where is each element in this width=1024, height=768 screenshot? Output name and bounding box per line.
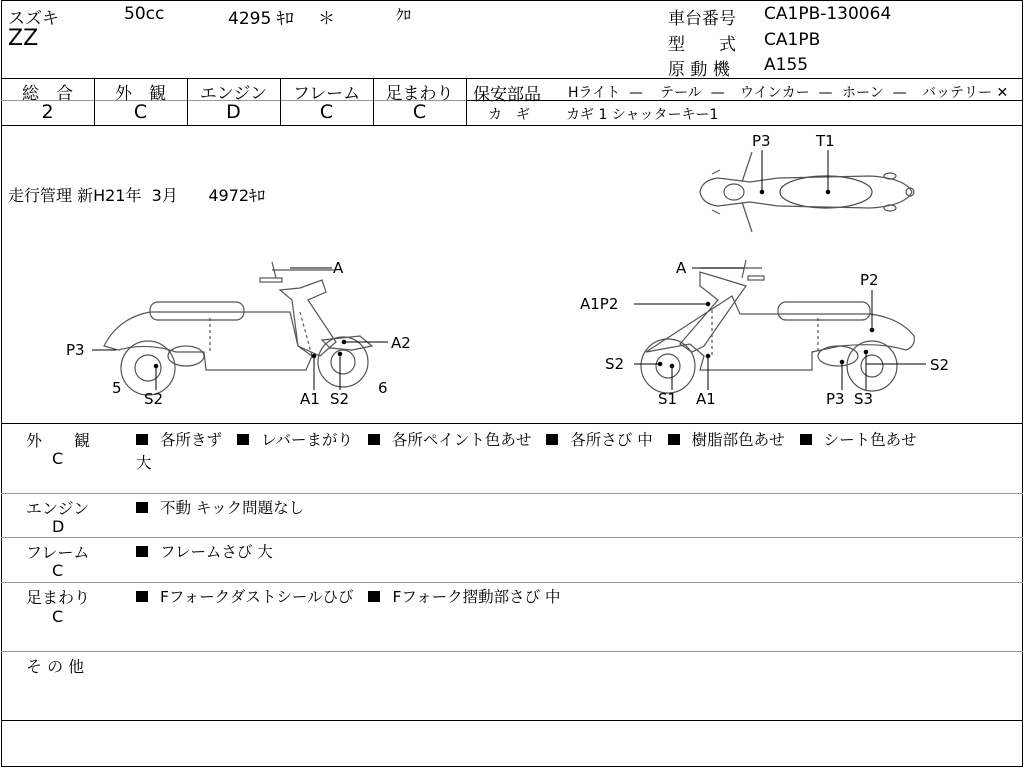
bullet-icon [136, 591, 148, 602]
grade-exterior-value: C [133, 101, 148, 123]
model-name: ZZ [8, 26, 39, 51]
scooter-top-view [700, 152, 914, 232]
safety-horn: ホーン — [842, 85, 907, 101]
label-top-t1: T1 [816, 132, 835, 150]
key-value: カギ 1 シャッターキー1 [566, 107, 719, 123]
grade-total-value: 2 [41, 101, 54, 123]
engine-label: 原 動 機 [668, 60, 730, 80]
bullet-icon [136, 434, 148, 445]
displacement: 50cc [124, 4, 165, 24]
label-right-s2a: S2 [605, 355, 625, 373]
label-left-a1: A1 [300, 390, 320, 408]
label-left-p3: P3 [66, 341, 85, 359]
note-suspension-label: 足まわり [26, 588, 91, 607]
bullet-icon [136, 546, 148, 557]
engine-model: A155 [764, 55, 809, 75]
label-right-a1: A1 [696, 390, 716, 408]
mileage: 4295 ｷﾛ [228, 9, 294, 29]
safety-winker: ウインカー — [740, 85, 833, 101]
bullet-icon [668, 434, 680, 445]
label-left-s2b: S2 [330, 390, 350, 408]
color: ｸﾛ [396, 6, 412, 24]
mileage-flag: ＊ [318, 9, 335, 29]
label-left-a: A [333, 259, 344, 277]
label-left-s2a: S2 [144, 390, 164, 408]
safety-headlight: Hライト — [568, 85, 644, 101]
grade-frame-value: C [319, 101, 334, 123]
bullet-icon [800, 434, 812, 445]
type: CA1PB [764, 30, 821, 50]
note-exterior-grade: C [52, 449, 64, 468]
label-left-6: 6 [378, 379, 388, 397]
note-exterior-overflow: 大 [136, 454, 152, 472]
scooter-left-view [104, 262, 372, 395]
label-right-a: A [676, 259, 687, 277]
note-frame-grade: C [52, 561, 64, 580]
mileage-management: 走行管理 新H21年 3月 4972ｷﾛ [8, 186, 266, 205]
label-right-p2: P2 [860, 271, 879, 289]
grade-total-label: 総 合 [22, 84, 73, 104]
label-left-a2: A2 [391, 334, 411, 352]
note-engine-items: 不動 キック問題なし [136, 496, 314, 518]
frame-no-label: 車台番号 [668, 9, 736, 29]
maker: スズキ [8, 9, 59, 29]
label-right-s1: S1 [658, 390, 678, 408]
key-label: カ ギ [488, 107, 530, 123]
grade-suspension-value: C [412, 101, 427, 123]
safety-label: 保安部品 [473, 85, 541, 105]
note-exterior-label: 外 観 [26, 431, 91, 450]
note-frame-items: フレームさび 大 [136, 540, 283, 562]
frame-no: CA1PB-130064 [764, 4, 892, 24]
bullet-icon [546, 434, 558, 445]
label-top-p3: P3 [752, 132, 771, 150]
note-suspension-items: Fフォークダストシールひび Fフォーク摺動部さび 中 [136, 585, 571, 607]
grade-exterior-label: 外 観 [115, 84, 166, 104]
bullet-icon [368, 591, 380, 602]
safety-tail: テール — [660, 85, 725, 101]
label-right-p3: P3 [826, 390, 845, 408]
damage-diagram [0, 126, 1024, 422]
safety-battery: バッテリー ✕ [922, 85, 1009, 101]
grade-suspension-label: 足まわり [385, 84, 454, 104]
label-left-5: 5 [112, 379, 122, 397]
bullet-icon [237, 434, 249, 445]
note-frame-label: フレーム [26, 543, 90, 562]
bullet-icon [136, 502, 148, 513]
grade-engine-label: エンジン [199, 84, 268, 104]
type-label: 型 式 [668, 35, 736, 55]
label-right-s3: S3 [854, 390, 874, 408]
note-engine-grade: D [52, 517, 65, 536]
label-right-s2b: S2 [930, 356, 950, 374]
note-engine-label: エンジン [26, 499, 90, 518]
grade-frame-label: フレーム [292, 84, 361, 104]
grade-engine-value: D [226, 101, 241, 123]
note-suspension-grade: C [52, 607, 64, 626]
note-exterior-items: 各所きず レバーまがり 各所ペイント色あせ 各所さび 中 樹脂部色あせ シート色あせ [136, 428, 927, 450]
bullet-icon [368, 434, 380, 445]
note-other-label: そ の 他 [26, 657, 85, 676]
label-right-a1p2: A1P2 [580, 295, 619, 313]
